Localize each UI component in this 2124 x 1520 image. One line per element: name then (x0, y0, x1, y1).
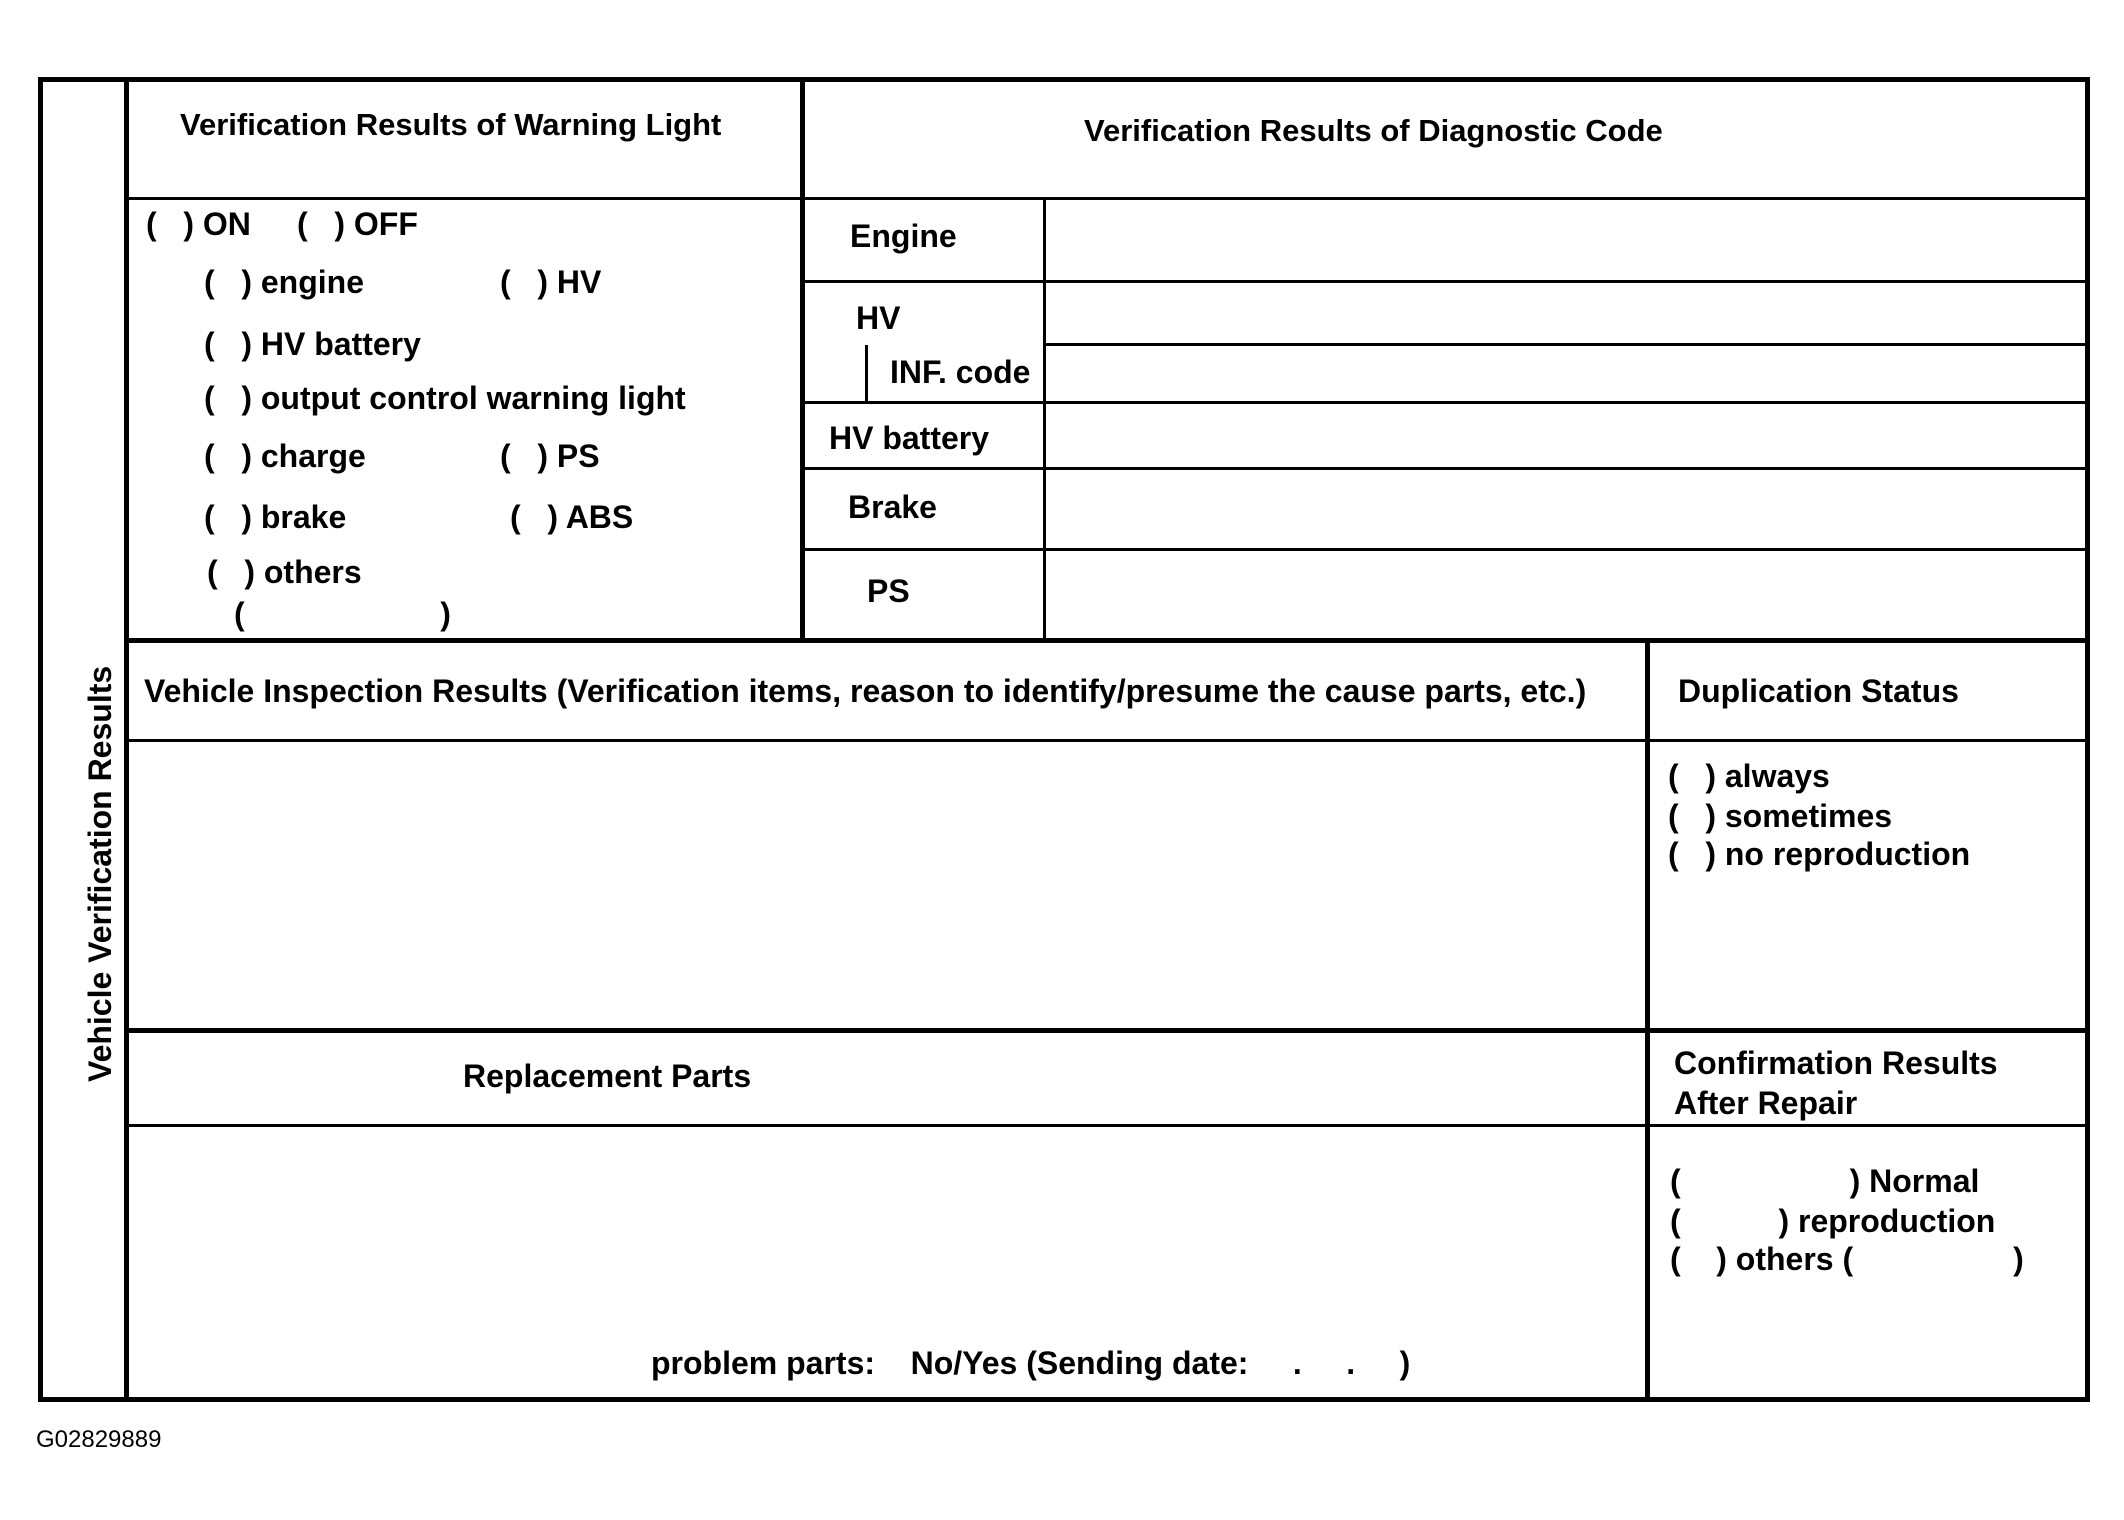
duplication-header: Duplication Status (1678, 673, 1959, 709)
inspection-header: Vehicle Inspection Results (Verification items, reason to identify/presume the cause parts, etc.) (144, 673, 1587, 709)
diag-row-hv: HV (856, 300, 901, 336)
line-diag-header (800, 197, 2090, 200)
line-diag-engine (800, 280, 2090, 283)
line-section-top (124, 638, 2090, 643)
replacement-parts-header: Replacement Parts (463, 1058, 752, 1094)
warning-light-header: Verification Results of Warning Light (180, 107, 722, 142)
warning-ps-option[interactable]: ( ) PS (500, 438, 600, 474)
line-inspection-header (124, 739, 2090, 742)
warning-off-option[interactable]: ( ) OFF (297, 206, 418, 242)
confirmation-reproduction-option[interactable]: ( ) reproduction (1670, 1203, 1996, 1239)
warning-others-option[interactable]: ( ) others (207, 554, 362, 590)
side-label: Vehicle Verification Results (82, 665, 118, 1082)
warning-output-control-option[interactable]: ( ) output control warning light (204, 380, 686, 416)
diag-row-inf-code: INF. code (890, 354, 1031, 390)
line-diag-inf (800, 401, 2090, 404)
diag-row-hv-battery: HV battery (829, 420, 990, 456)
duplication-no-reproduction-option[interactable]: ( ) no reproduction (1668, 836, 1971, 872)
line-diag-brake (800, 548, 2085, 551)
line-section-mid (124, 1028, 2090, 1033)
confirmation-normal-option[interactable]: ( ) Normal (1670, 1163, 1980, 1199)
confirmation-header-line2: After Repair (1674, 1085, 1858, 1121)
warning-on-option[interactable]: ( ) ON (146, 206, 251, 242)
divider-inf-code (865, 345, 868, 401)
warning-others-field[interactable]: ( ) (234, 596, 451, 632)
diag-row-ps: PS (867, 573, 910, 609)
divider-warning-diag (800, 77, 805, 642)
warning-engine-option[interactable]: ( ) engine (204, 264, 364, 300)
problem-parts-line[interactable]: problem parts: No/Yes (Sending date: . . ) (651, 1345, 1411, 1381)
warning-brake-option[interactable]: ( ) brake (204, 499, 347, 535)
warning-hv-option[interactable]: ( ) HV (500, 264, 602, 300)
figure-code: G02829889 (36, 1426, 162, 1453)
divider-inspection-dup (1645, 642, 1650, 1402)
divider-diag-label (1043, 198, 1046, 642)
diagnostic-code-header: Verification Results of Diagnostic Code (1084, 113, 1663, 148)
confirmation-others-option[interactable]: ( ) others ( ) (1670, 1241, 2024, 1277)
confirmation-header-line1: Confirmation Results (1674, 1045, 1998, 1081)
warning-hv-battery-option[interactable]: ( ) HV battery (204, 326, 421, 362)
duplication-always-option[interactable]: ( ) always (1668, 758, 1830, 794)
line-warning-header (124, 197, 800, 200)
warning-charge-option[interactable]: ( ) charge (204, 438, 366, 474)
diag-row-brake: Brake (848, 489, 937, 525)
warning-abs-option[interactable]: ( ) ABS (510, 499, 634, 535)
diag-row-engine: Engine (850, 218, 957, 254)
duplication-sometimes-option[interactable]: ( ) sometimes (1668, 798, 1893, 834)
line-replacement-header (124, 1124, 2090, 1127)
line-diag-hv (1043, 343, 2090, 346)
line-diag-hvbattery (800, 467, 2090, 470)
